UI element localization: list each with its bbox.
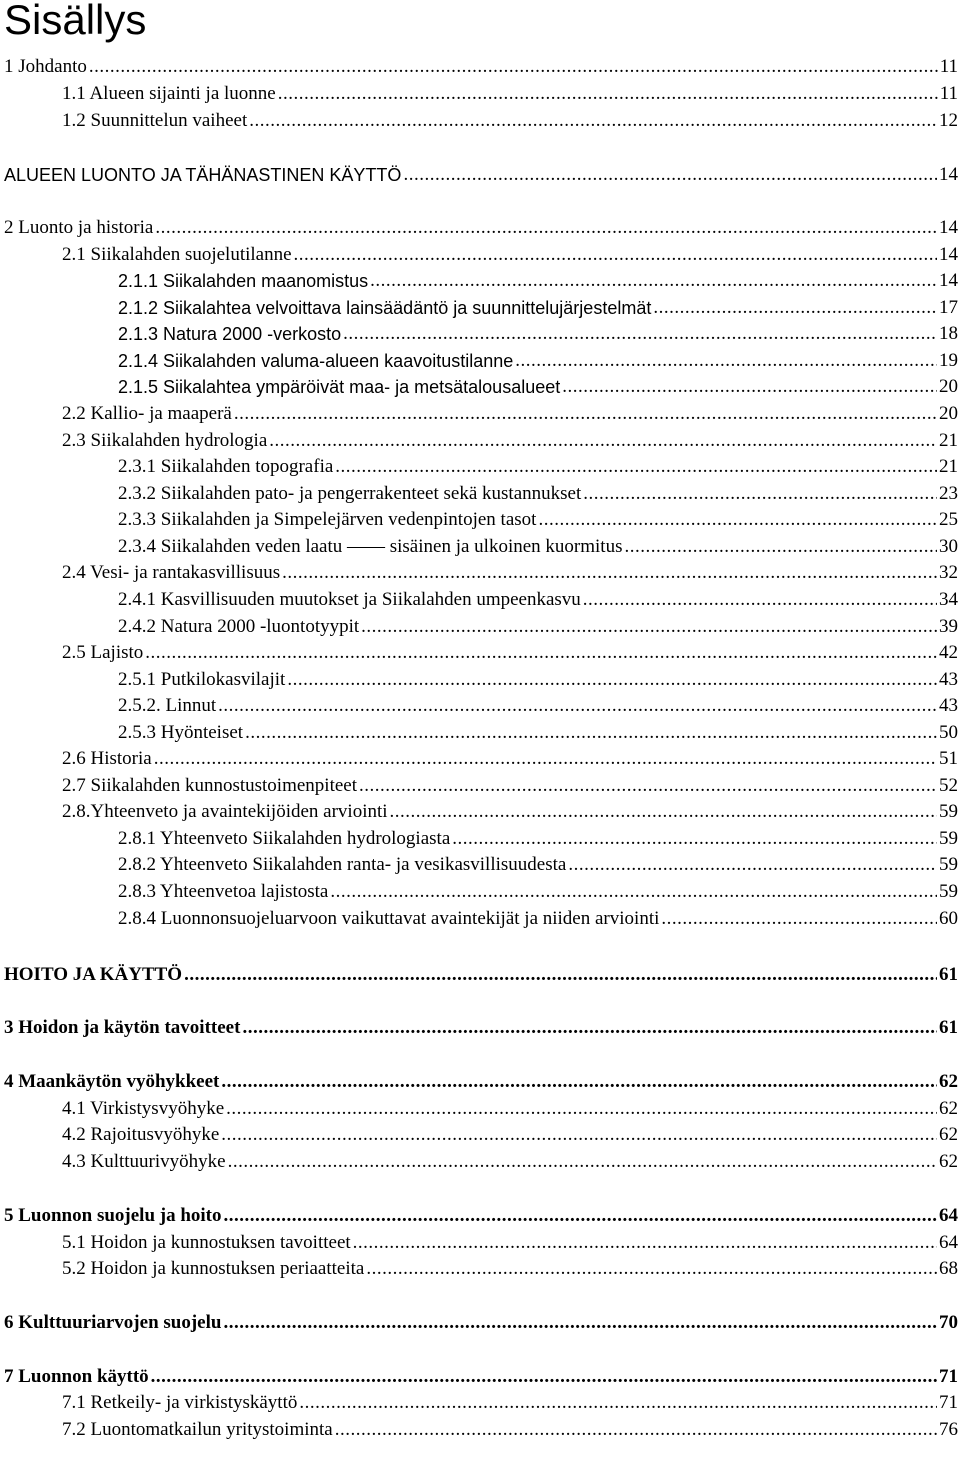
- toc-entry-label: 2.8.2 Yhteenveto Siikalahden ranta- ja vesikasvillisuudesta: [118, 854, 567, 875]
- toc-entry-page: 71: [939, 1366, 958, 1387]
- dot-leader: [218, 695, 937, 717]
- toc-entry-label: 2.5.2. Linnut: [118, 695, 217, 716]
- dot-leader: [145, 642, 937, 664]
- toc-entry[interactable]: [0, 718, 958, 744]
- dot-leader: [353, 1232, 937, 1254]
- toc-entry[interactable]: [0, 293, 958, 319]
- toc-entry-page: 20: [939, 403, 958, 424]
- toc-entry[interactable]: [0, 52, 958, 78]
- toc-entry[interactable]: [0, 266, 958, 292]
- dot-leader: [538, 509, 937, 531]
- toc-entry[interactable]: [0, 1201, 958, 1227]
- toc-entry[interactable]: [0, 1362, 958, 1388]
- dot-leader: [234, 403, 937, 425]
- toc-entry[interactable]: [0, 665, 958, 691]
- toc-entry[interactable]: [0, 346, 958, 372]
- toc-entry-label: 2.4 Vesi- ja rantakasvillisuus: [62, 562, 281, 583]
- toc-entry-label: 5.2 Hoidon ja kunnostuksen periaatteita: [62, 1258, 365, 1279]
- toc-entry-label: 4.2 Rajoitusvyöhyke: [62, 1124, 220, 1145]
- toc-entry[interactable]: [0, 426, 958, 452]
- toc-entry-page: 50: [939, 722, 958, 743]
- dot-leader: [151, 1366, 937, 1388]
- dot-leader: [287, 669, 937, 691]
- toc-entry-page: 14: [939, 217, 958, 238]
- dot-leader: [359, 775, 937, 797]
- dot-leader: [155, 217, 937, 239]
- dot-leader: [89, 56, 938, 78]
- toc-entry[interactable]: [0, 160, 958, 186]
- toc-entry-label: ALUEEN LUONTO JA TÄHÄNASTINEN KÄYTTÖ: [4, 165, 402, 185]
- toc-entry-label: 4.1 Virkistysvyöhyke: [62, 1098, 225, 1119]
- toc-entry-label: 2.6 Historia: [62, 748, 152, 769]
- page-title: Sisällys: [4, 0, 147, 43]
- toc-entry-page: 60: [939, 908, 958, 929]
- dot-leader: [242, 1017, 937, 1039]
- toc-entry-label: 5.1 Hoidon ja kunnostuksen tavoitteet: [62, 1232, 351, 1253]
- dot-leader: [154, 748, 937, 770]
- toc-entry-page: 42: [939, 642, 958, 663]
- dot-leader: [403, 164, 937, 186]
- toc-entry-label: 2.1.3 Natura 2000 -verkosto: [118, 324, 342, 344]
- toc-entry-label: 2.8.4 Luonnonsuojeluarvoon vaikuttavat avaintekijät ja niiden arviointi: [118, 908, 660, 929]
- toc-entry[interactable]: [0, 558, 958, 584]
- toc-entry-label: 2.2 Kallio- ja maaperä: [62, 403, 232, 424]
- dot-leader: [221, 1124, 937, 1146]
- toc-entry-label: 1 Johdanto: [4, 56, 87, 77]
- toc-entry-label: 1.2 Suunnittelun vaiheet: [62, 110, 248, 131]
- toc-entry-label: 2 Luonto ja historia: [4, 217, 154, 238]
- toc-entry-page: 39: [939, 616, 958, 637]
- toc-entry[interactable]: [0, 479, 958, 505]
- toc-entry-label: 1.1 Alueen sijainti ja luonne: [62, 83, 276, 104]
- dot-leader: [184, 964, 937, 986]
- toc-entry-label: 2.5 Lajisto: [62, 642, 144, 663]
- toc-entry-label: 2.8.Yhteenveto ja avaintekijöiden arviointi: [62, 801, 388, 822]
- toc-entry-page: 43: [939, 669, 958, 690]
- toc-entry-page: 30: [939, 536, 958, 557]
- toc-entry-page: 64: [939, 1232, 958, 1253]
- dot-leader: [661, 908, 937, 930]
- toc-entry-page: 21: [939, 456, 958, 477]
- toc-entry-page: 20: [939, 376, 958, 397]
- toc-entry-label: 2.1.2 Siikalahtea velvoittava lainsäädäntö ja suunnittelujärjestelmät: [118, 298, 652, 318]
- dot-leader: [390, 801, 937, 823]
- toc-entry-page: 62: [939, 1124, 958, 1145]
- dot-leader: [223, 1312, 937, 1334]
- dot-leader: [370, 270, 937, 292]
- toc-entry[interactable]: [0, 824, 958, 850]
- toc-entry[interactable]: [0, 1308, 958, 1334]
- toc-entry[interactable]: [0, 1147, 958, 1173]
- toc-entry-page: 59: [939, 854, 958, 875]
- toc-entry[interactable]: [0, 1254, 958, 1280]
- dot-leader: [624, 536, 937, 558]
- toc-entry-label: 2.7 Siikalahden kunnostustoimenpiteet: [62, 775, 357, 796]
- toc-entry-label: 2.3.1 Siikalahden topografia: [118, 456, 334, 477]
- toc-entry-label: 7 Luonnon käyttö: [4, 1366, 149, 1387]
- toc-entry[interactable]: [0, 213, 958, 239]
- toc-entry-page: 12: [939, 110, 958, 131]
- toc-entry[interactable]: [0, 771, 958, 797]
- toc-entry-page: 34: [939, 589, 958, 610]
- toc-entry-label: HOITO JA KÄYTTÖ: [4, 964, 183, 985]
- toc-entry-label: 2.1.4 Siikalahden valuma-alueen kaavoitustilanne: [118, 351, 514, 371]
- toc-entry[interactable]: [0, 106, 958, 132]
- dot-leader: [228, 1151, 937, 1173]
- toc-entry[interactable]: [0, 372, 958, 398]
- dot-leader: [653, 297, 937, 319]
- toc-entry-page: 61: [939, 1017, 958, 1038]
- toc-entry[interactable]: [0, 612, 958, 638]
- toc-entry-page: 23: [939, 483, 958, 504]
- toc-entry-label: 2.3.2 Siikalahden pato- ja pengerrakenteet sekä kustannukset: [118, 483, 582, 504]
- toc-entry-label: 5 Luonnon suojelu ja hoito: [4, 1205, 222, 1226]
- toc-entry-page: 59: [939, 881, 958, 902]
- toc-entry[interactable]: [0, 960, 958, 986]
- dot-leader: [335, 1419, 937, 1441]
- toc-entry[interactable]: [0, 532, 958, 558]
- toc-entry-page: 59: [939, 828, 958, 849]
- toc-entry-label: 2.3.3 Siikalahden ja Simpelejärven vedenpintojen tasot: [118, 509, 537, 530]
- toc-entry-label: 2.3.4 Siikalahden veden laatu —— sisäinen ja ulkoinen kuormitus: [118, 536, 623, 557]
- dot-leader: [515, 350, 937, 372]
- toc-entry[interactable]: [0, 691, 958, 717]
- toc-entry-page: 61: [939, 964, 958, 985]
- toc-entry-page: 14: [939, 270, 958, 291]
- toc-entry-label: 4 Maankäytön vyöhykkeet: [4, 1071, 220, 1092]
- toc-entry-page: 32: [939, 562, 958, 583]
- toc-entry-page: 14: [939, 244, 958, 265]
- toc-entry-label: 2.8.3 Yhteenvetoa lajistosta: [118, 881, 329, 902]
- toc-entry-page: 64: [939, 1205, 958, 1226]
- toc-entry[interactable]: [0, 1388, 958, 1414]
- toc-entry-label: 4.3 Kulttuurivyöhyke: [62, 1151, 226, 1172]
- toc-entry-label: 2.4.2 Natura 2000 -luontotyypit: [118, 616, 360, 637]
- dot-leader: [224, 1205, 937, 1227]
- toc-entry-page: 51: [939, 748, 958, 769]
- dot-leader: [294, 244, 937, 266]
- toc-entry-label: 7.1 Retkeily- ja virkistyskäyttö: [62, 1392, 298, 1413]
- toc-entry-page: 70: [939, 1312, 958, 1333]
- toc-entry[interactable]: [0, 319, 958, 345]
- toc-entry-page: 25: [939, 509, 958, 530]
- toc-entry-page: 68: [939, 1258, 958, 1279]
- toc-entry-page: 59: [939, 801, 958, 822]
- toc-entry-label: 2.8.1 Yhteenveto Siikalahden hydrologiasta: [118, 828, 451, 849]
- toc-entry[interactable]: [0, 877, 958, 903]
- toc-entry-page: 43: [939, 695, 958, 716]
- dot-leader: [452, 828, 937, 850]
- toc-entry-page: 52: [939, 775, 958, 796]
- toc-entry-label: 2.4.1 Kasvillisuuden muutokset ja Siikalahden umpeenkasvu: [118, 589, 581, 610]
- toc-entry-page: 11: [939, 83, 958, 104]
- dot-leader: [583, 483, 937, 505]
- toc-entry[interactable]: [0, 1094, 958, 1120]
- dot-leader: [278, 83, 938, 105]
- dot-leader: [361, 616, 937, 638]
- toc-entry[interactable]: [0, 904, 958, 930]
- toc-entry[interactable]: [0, 505, 958, 531]
- toc-entry[interactable]: [0, 1013, 958, 1039]
- toc-entry[interactable]: [0, 1228, 958, 1254]
- toc-entry-label: 2.5.3 Hyönteiset: [118, 722, 244, 743]
- toc-entry-label: 2.3 Siikalahden hydrologia: [62, 430, 268, 451]
- dot-leader: [335, 456, 937, 478]
- toc-entry-label: 7.2 Luontomatkailun yritystoiminta: [62, 1419, 333, 1440]
- toc-entry[interactable]: [0, 1067, 958, 1093]
- toc-entry-page: 11: [939, 56, 958, 77]
- dot-leader: [282, 562, 937, 584]
- dot-leader: [269, 430, 937, 452]
- toc-entry-page: 19: [939, 350, 958, 371]
- toc-entry[interactable]: [0, 1415, 958, 1441]
- toc-entry-label: 2.1 Siikalahden suojelutilanne: [62, 244, 292, 265]
- toc-entry-page: 21: [939, 430, 958, 451]
- toc-entry[interactable]: [0, 240, 958, 266]
- toc-entry-label: 6 Kulttuuriarvojen suojelu: [4, 1312, 222, 1333]
- toc-entry-page: 62: [939, 1151, 958, 1172]
- toc-entry-page: 18: [939, 323, 958, 344]
- toc-entry[interactable]: [0, 585, 958, 611]
- dot-leader: [343, 323, 937, 345]
- dot-leader: [221, 1071, 937, 1093]
- toc-entry[interactable]: [0, 1120, 958, 1146]
- toc-entry[interactable]: [0, 638, 958, 664]
- toc-entry-label: 3 Hoidon ja käytön tavoitteet: [4, 1017, 241, 1038]
- toc-entry-page: 62: [939, 1098, 958, 1119]
- dot-leader: [583, 589, 937, 611]
- toc-entry[interactable]: [0, 797, 958, 823]
- toc-entry-label: 2.1.1 Siikalahden maanomistus: [118, 271, 369, 291]
- dot-leader: [562, 376, 937, 398]
- toc-entry-label: 2.5.1 Putkilokasvilajit: [118, 669, 286, 690]
- toc-entry-page: 62: [939, 1071, 958, 1092]
- toc-entry[interactable]: [0, 79, 958, 105]
- toc-entry-page: 76: [939, 1419, 958, 1440]
- toc-entry-page: 14: [939, 164, 958, 185]
- toc-entry[interactable]: [0, 744, 958, 770]
- dot-leader: [568, 854, 937, 876]
- toc-entry[interactable]: [0, 452, 958, 478]
- dot-leader: [226, 1098, 937, 1120]
- dot-leader: [299, 1392, 937, 1414]
- toc-entry[interactable]: [0, 850, 958, 876]
- dot-leader: [249, 110, 937, 132]
- toc-entry[interactable]: [0, 399, 958, 425]
- toc-entry-label: 2.1.5 Siikalahtea ympäröivät maa- ja metsätalousalueet: [118, 377, 561, 397]
- dot-leader: [330, 881, 937, 903]
- toc-entry-page: 71: [939, 1392, 958, 1413]
- dot-leader: [366, 1258, 937, 1280]
- toc-entry-page: 17: [939, 297, 958, 318]
- dot-leader: [245, 722, 937, 744]
